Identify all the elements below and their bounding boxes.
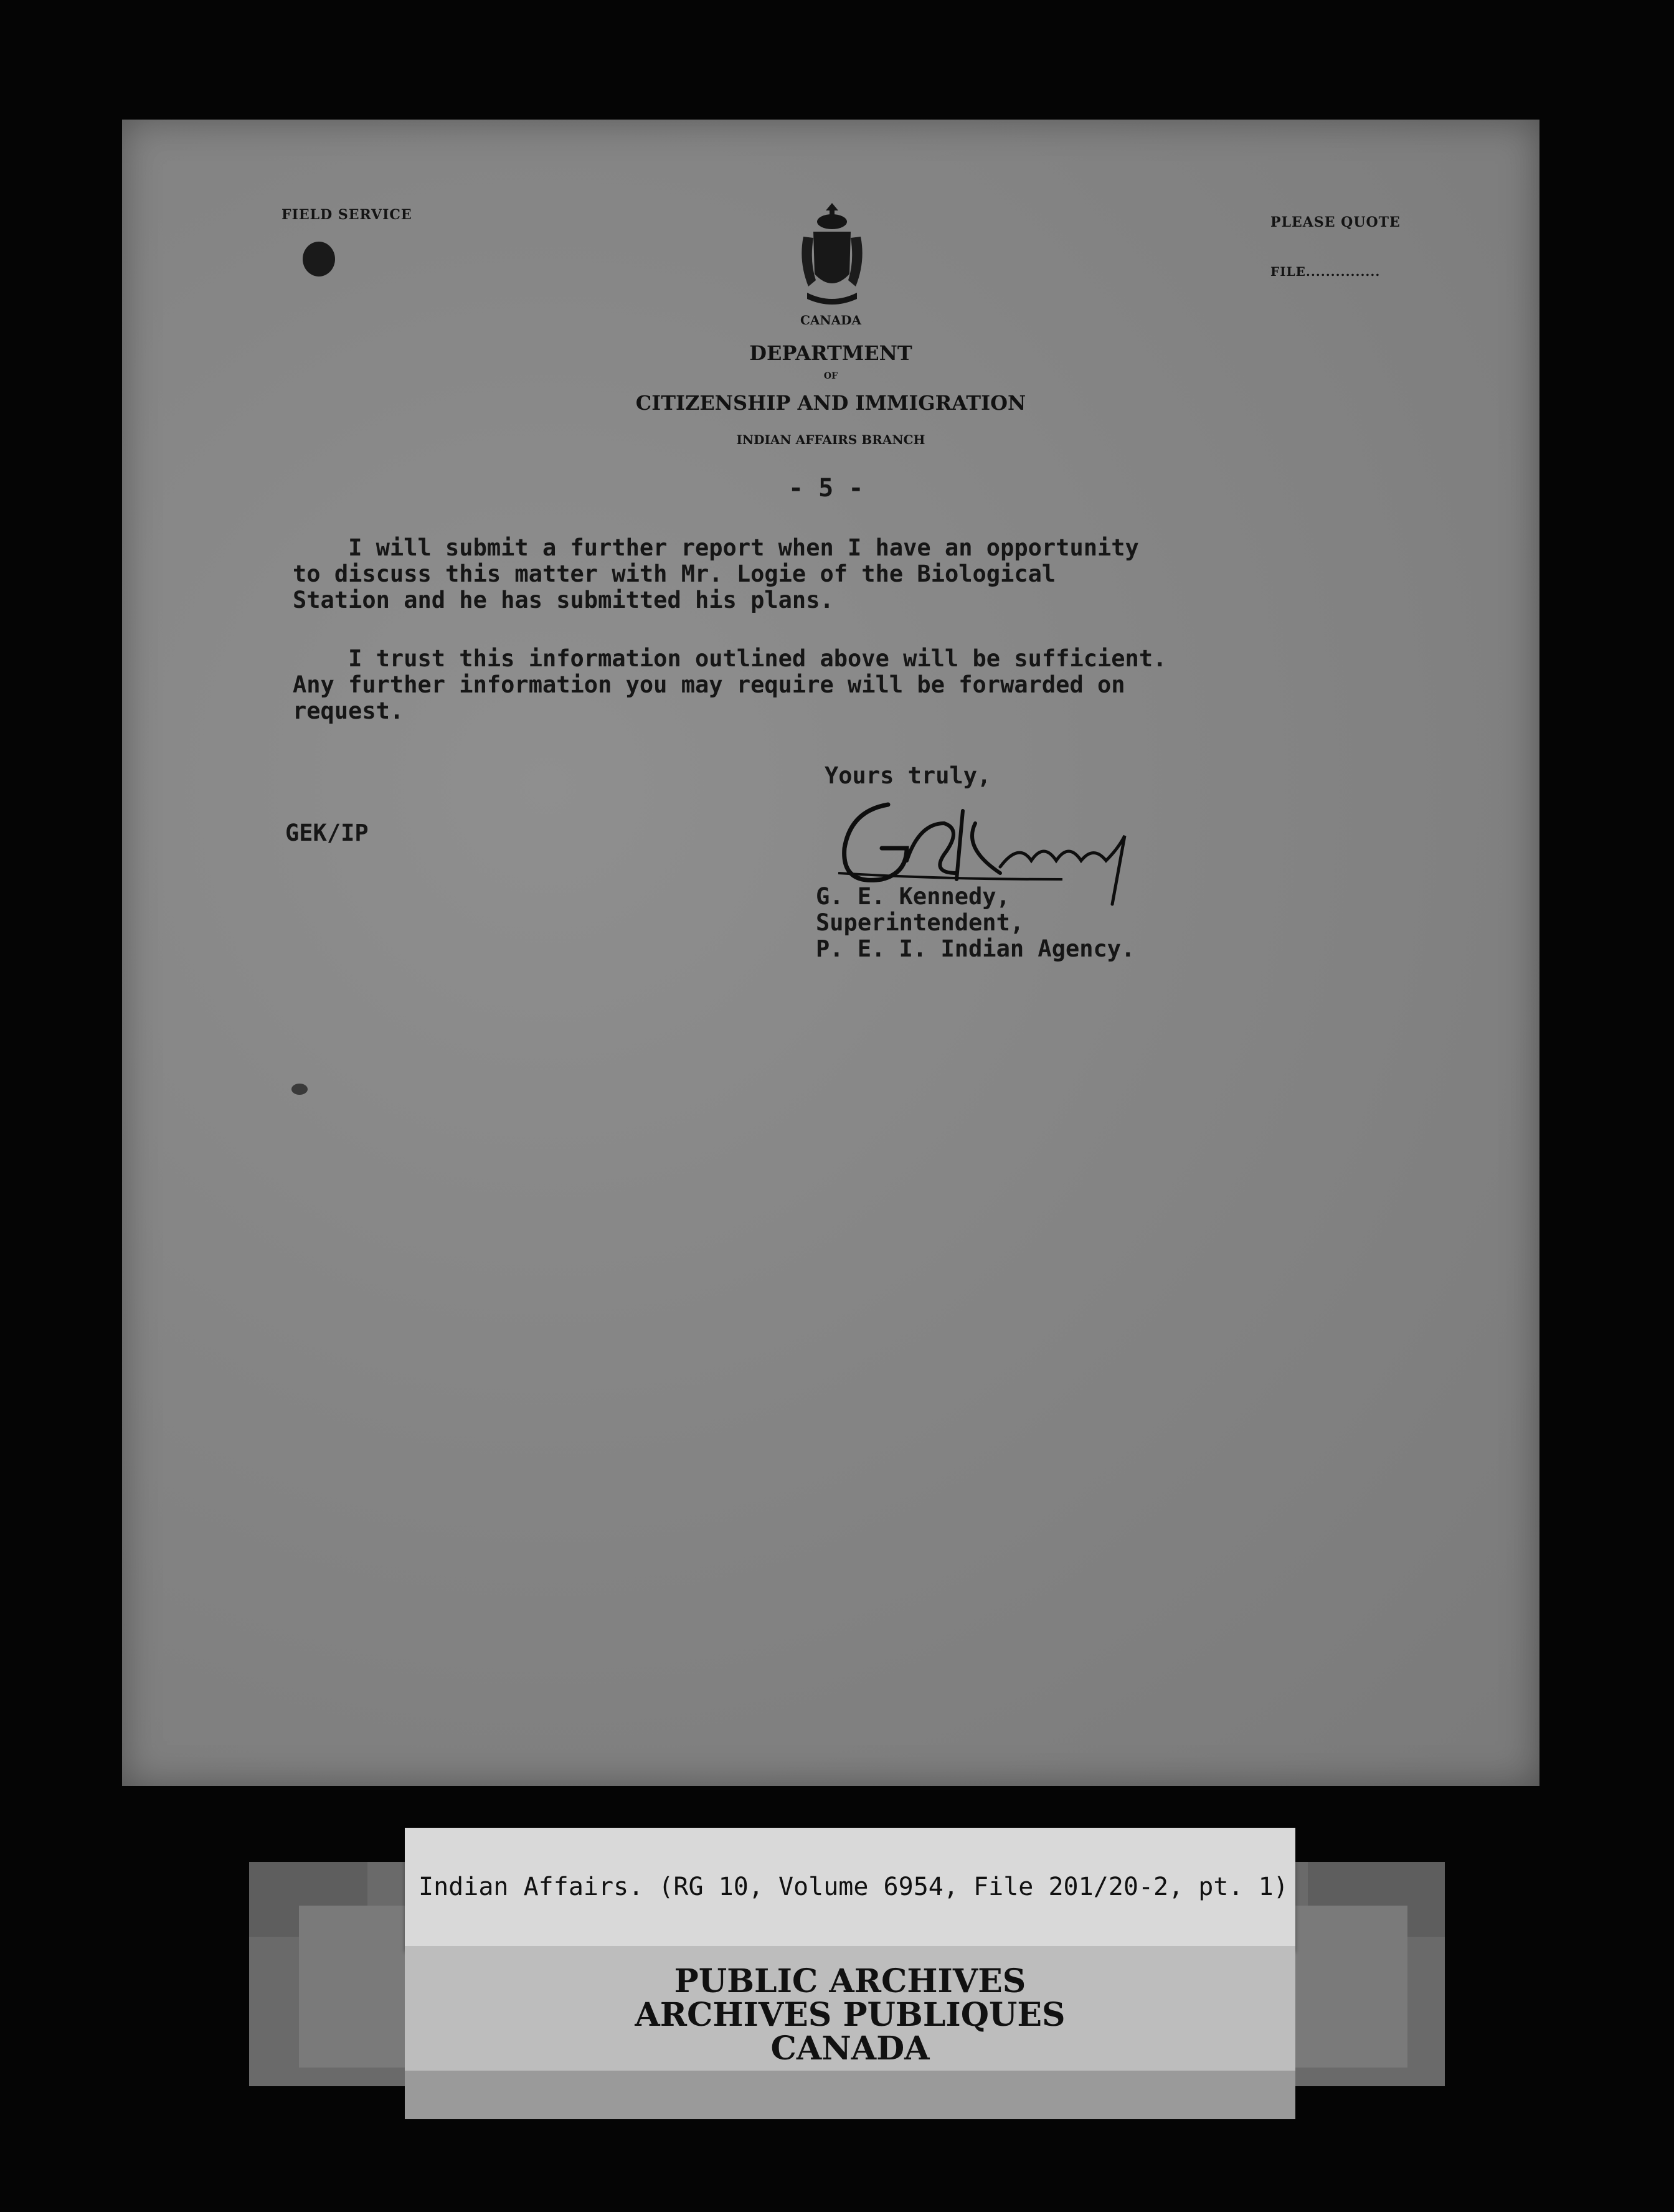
signatory-name: G. E. Kennedy,: [816, 883, 1010, 910]
ministry-label: CITIZENSHIP AND IMMIGRATION: [635, 391, 1026, 415]
archives-line-2: ARCHIVES PUBLIQUES: [635, 1996, 1066, 2034]
department-label: DEPARTMENT: [749, 341, 912, 365]
field-service-label: FIELD SERVICE: [281, 207, 412, 223]
paragraph-1-line-1: I will submit a further report when I have an opportunity: [293, 534, 1139, 561]
paragraph-1-line-3: Station and he has submitted his plans.: [293, 587, 834, 613]
salutation: Yours truly,: [825, 762, 991, 789]
archive-citation: Indian Affairs. (RG 10, Volume 6954, File 201/20-2, pt. 1): [418, 1873, 1289, 1901]
smudge-mark: [291, 1084, 308, 1095]
signatory-agency: P. E. I. Indian Agency.: [816, 935, 1135, 962]
archive-citation-slip: [405, 1828, 1295, 1952]
archives-stamp: [405, 1946, 1295, 2071]
page-number: - 5 -: [788, 474, 864, 503]
paragraph-2-line-2: Any further information you may require will be forwarded on: [293, 671, 1125, 698]
coat-of-arms-icon: [795, 199, 869, 311]
typist-initials: GEK/IP: [285, 820, 369, 846]
country-label: CANADA: [800, 313, 862, 328]
of-label: OF: [823, 371, 838, 381]
branch-label: INDIAN AFFAIRS BRANCH: [736, 432, 925, 447]
archives-line-1: PUBLIC ARCHIVES: [674, 1962, 1026, 2000]
letter-page: [122, 120, 1539, 1786]
please-quote-label: PLEASE QUOTE: [1270, 214, 1401, 230]
file-label: FILE...............: [1270, 264, 1381, 279]
paragraph-1-line-2: to discuss this matter with Mr. Logie of the Biological: [293, 560, 1056, 587]
ink-blot: [303, 242, 335, 276]
label-bottom-strip: [405, 2071, 1295, 2119]
paragraph-2-line-1: I trust this information outlined above will be sufficient.: [293, 645, 1167, 672]
archives-line-3: CANADA: [770, 2030, 930, 2068]
paragraph-2-line-3: request.: [293, 697, 404, 724]
signatory-title: Superintendent,: [816, 909, 1024, 936]
